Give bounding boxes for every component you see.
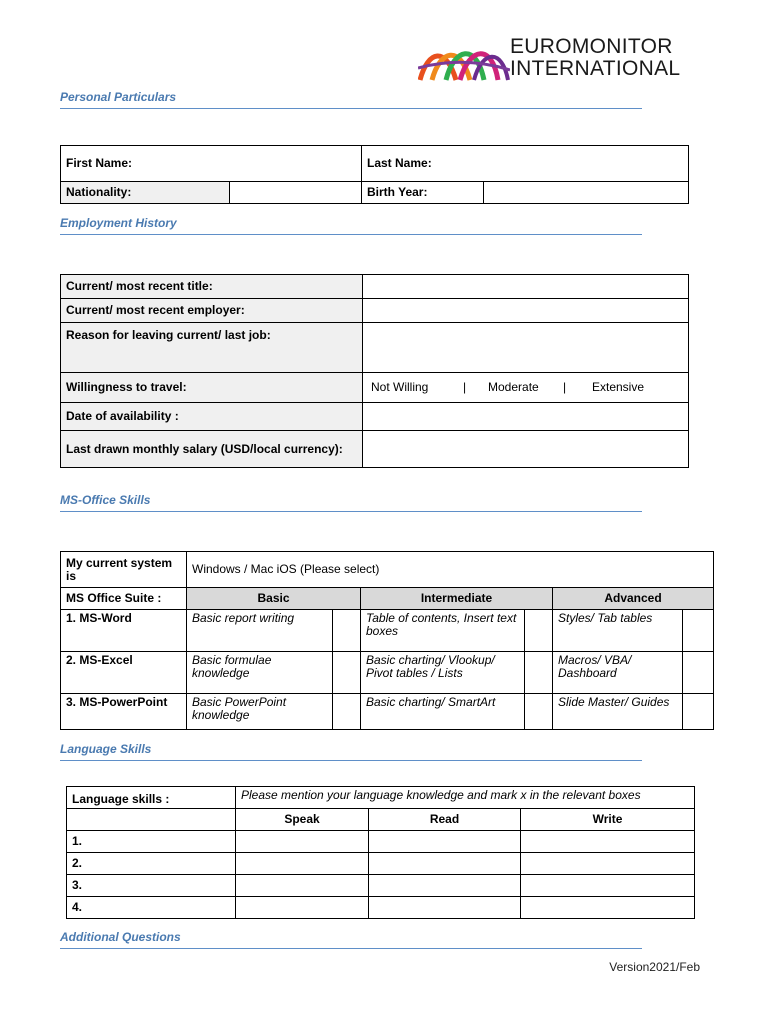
salary-input[interactable] [363,431,689,468]
read-cell[interactable] [369,897,521,919]
write-cell[interactable] [521,831,695,853]
logo-arcs-icon [418,40,510,82]
travel-options[interactable] [363,373,689,403]
brand-line-1: EUROMONITOR [510,35,673,58]
brand-line-2: INTERNATIONAL [510,57,681,80]
euromonitor-logo [418,36,708,84]
system-label: My current system is [61,552,187,588]
read-header: Read [369,809,521,831]
last-name-field[interactable] [362,146,689,182]
current-title-input[interactable] [363,275,689,299]
speak-cell[interactable] [236,831,369,853]
read-cell[interactable] [369,831,521,853]
current-title-label: Current/ most recent title: [61,275,363,299]
level-basic-header: Basic [187,588,361,610]
brand-name [510,36,680,80]
birth-year-label: Birth Year: [362,182,484,204]
table-row [67,853,695,875]
speak-cell[interactable] [236,875,369,897]
current-employer-label: Current/ most recent employer: [61,299,363,323]
speak-cell[interactable] [236,897,369,919]
section-personal-particulars: Personal Particulars [60,90,642,109]
ms-office-table [60,551,714,730]
language-instruction: Please mention your language knowledge and mark x in the relevant boxes [236,787,695,809]
current-employer-input[interactable] [363,299,689,323]
personal-table [60,145,689,204]
ms-excel-advanced: Macros/ VBA/ Dashboard [553,652,683,694]
ms-powerpoint-advanced-checkbox[interactable] [683,694,714,730]
ms-word-basic-checkbox[interactable] [333,610,361,652]
level-intermediate-header: Intermediate [361,588,553,610]
ms-excel-intermediate-checkbox[interactable] [525,652,553,694]
ms-excel-basic: Basic formulae knowledge [187,652,333,694]
salary-label: Last drawn monthly salary (USD/local currency): [61,431,363,468]
write-header: Write [521,809,695,831]
language-table [66,786,695,919]
ms-word-advanced: Styles/ Tab tables [553,610,683,652]
ms-word-advanced-checkbox[interactable] [683,610,714,652]
last-name-label: Last Name: [367,156,432,170]
version-label: Version2021/Feb [609,960,700,974]
ms-excel-intermediate: Basic charting/ Vlookup/ Pivot tables / Lists [361,652,525,694]
language-row-label[interactable]: 3. [67,875,236,897]
employment-table [60,274,689,468]
ms-excel-label: 2. MS-Excel [61,652,187,694]
ms-powerpoint-advanced: Slide Master/ Guides [553,694,683,730]
first-name-field[interactable] [61,146,362,182]
ms-excel-advanced-checkbox[interactable] [683,652,714,694]
language-row-label[interactable]: 4. [67,897,236,919]
language-row-label[interactable]: 2. [67,853,236,875]
table-row [67,897,695,919]
ms-powerpoint-intermediate: Basic charting/ SmartArt [361,694,525,730]
ms-excel-basic-checkbox[interactable] [333,652,361,694]
language-label: Language skills : [67,787,236,809]
nationality-label: Nationality: [61,182,230,204]
section-additional-questions: Additional Questions [60,930,642,949]
ms-word-basic: Basic report writing [187,610,333,652]
ms-word-label: 1. MS-Word [61,610,187,652]
level-advanced-header: Advanced [553,588,714,610]
ms-word-intermediate-checkbox[interactable] [525,610,553,652]
write-cell[interactable] [521,875,695,897]
travel-option-extensive[interactable]: Extensive [592,380,645,394]
ms-word-intermediate: Table of contents, Insert text boxes [361,610,525,652]
write-cell[interactable] [521,853,695,875]
suite-label: MS Office Suite : [61,588,187,610]
section-language-skills: Language Skills [60,742,642,761]
language-header-blank [67,809,236,831]
read-cell[interactable] [369,853,521,875]
ms-powerpoint-basic-checkbox[interactable] [333,694,361,730]
table-row [61,652,714,694]
table-row [67,831,695,853]
birth-year-input[interactable] [484,182,689,204]
table-row [61,694,714,730]
table-row [67,875,695,897]
system-select[interactable]: Windows / Mac iOS (Please select) [187,552,714,588]
availability-label: Date of availability : [61,403,363,431]
section-ms-office-skills: MS-Office Skills [60,493,642,512]
speak-cell[interactable] [236,853,369,875]
ms-powerpoint-label: 3. MS-PowerPoint [61,694,187,730]
write-cell[interactable] [521,897,695,919]
table-row [61,610,714,652]
section-employment-history: Employment History [60,216,642,235]
travel-option-moderate[interactable]: Moderate [488,380,539,394]
nationality-input[interactable] [230,182,362,204]
travel-option-not-willing[interactable]: Not Willing [371,380,429,394]
travel-separator: | [463,380,467,394]
language-row-label[interactable]: 1. [67,831,236,853]
travel-separator: | [563,380,567,394]
travel-label: Willingness to travel: [61,373,363,403]
speak-header: Speak [236,809,369,831]
ms-powerpoint-intermediate-checkbox[interactable] [525,694,553,730]
ms-powerpoint-basic: Basic PowerPoint knowledge [187,694,333,730]
read-cell[interactable] [369,875,521,897]
first-name-label: First Name: [66,156,133,170]
reason-leaving-input[interactable] [363,323,689,373]
availability-input[interactable] [363,403,689,431]
reason-leaving-label: Reason for leaving current/ last job: [61,323,363,373]
